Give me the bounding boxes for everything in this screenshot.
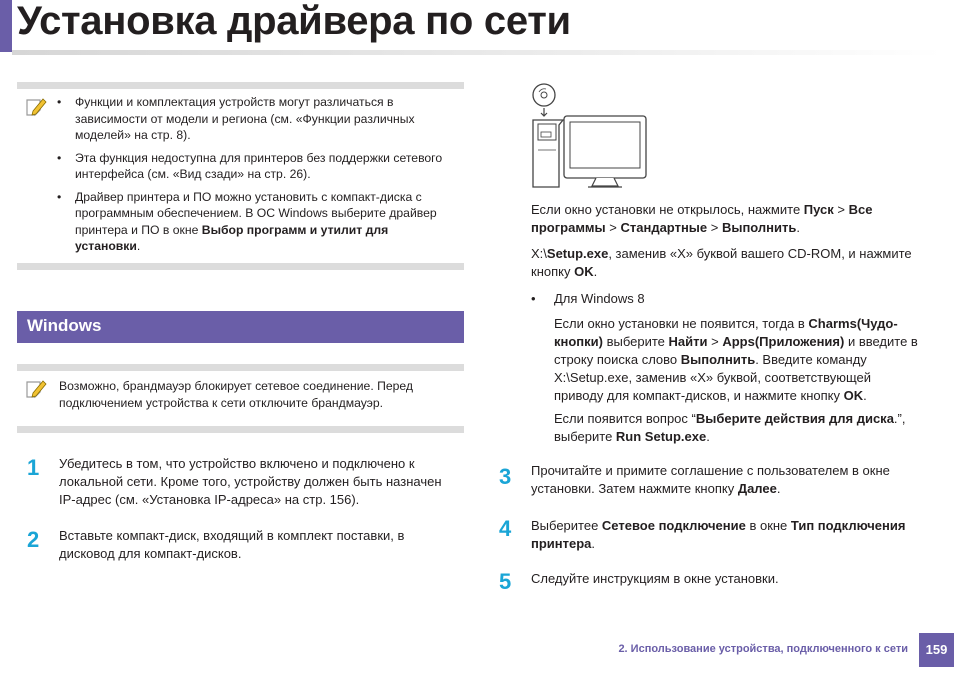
step-1-text: Убедитесь в том, что устройство включено и подключено к локальной сети. Кроме того, устройству должен быть назначен IP-адрес (см. «Установка IP-адреса» на стр. 156). [59, 456, 442, 507]
setup-exe-paragraph: X:\Setup.exe, заменив «X» буквой вашего CD-ROM, и нажмите кнопку OK. [531, 246, 912, 279]
page-number: 159 [919, 633, 954, 667]
header-accent-bar [0, 0, 12, 52]
computer-cd-illustration [530, 80, 650, 193]
title-rule [12, 50, 942, 55]
page-title: Установка драйвера по сети [17, 0, 571, 43]
windows8-instructions: Если окно установки не появится, тогда в Charms(Чудо- кнопки) выберите Найти > Apps(Приложения) и введите в строку поиска слово Выполнить. Введите команду X:\Setup.exe, заменив «X» буквой, соответствующей приводу для компакт-дисков, и нажмите кнопку OK. [554, 316, 918, 403]
step-5-text: Следуйте инструкциям в окне установки. [531, 571, 779, 586]
note-item: • Драйвер принтера и ПО можно установить с компакт-диска с программным обеспечением. В ОС Windows выберите драйвер принтера и ПО в окне Выбор программ и утилит для установки. [57, 189, 437, 253]
step-number-4: 4 [499, 516, 512, 541]
note-box-features [17, 82, 464, 270]
step-3-text: Прочитайте и примите соглашение с пользователем в окне установки. Затем нажмите кнопку Далее. [531, 463, 890, 496]
note-item: • Функции и комплектация устройств могут различаться в зависимости от модели и региона (см. «Функции различных моделей» на стр. 8). [57, 95, 415, 142]
step-2-text: Вставьте компакт-диск, входящий в комплект поставки, в дисковод для компакт-дисков. [59, 528, 405, 561]
section-heading-windows: Windows [17, 311, 464, 343]
install-hint-paragraph: Если окно установки не открылось, нажмите Пуск > Все программы > Стандартные > Выполнить. [531, 202, 873, 235]
step-4-text: Выберитее Сетевое подключение в окне Тип подключения принтера. [531, 518, 906, 551]
note-item: • Эта функция недоступна для принтеров без поддержки сетевого интерфейса (см. «Вид сзади» на стр. 26). [57, 150, 443, 181]
step-number-3: 3 [499, 464, 512, 489]
footer-chapter-title: 2. Использование устройства, подключенного к сети [618, 643, 908, 655]
firewall-note-text: Возможно, брандмауэр блокирует сетевое соединение. Перед подключением устройства к сети отключите брандмауэр. [59, 379, 414, 410]
step-number-1: 1 [27, 455, 40, 480]
run-setup-paragraph: Если появится вопрос “Выберите действия для диска.”, выберите Run Setup.exe. [554, 411, 906, 444]
note-box-firewall [17, 364, 464, 433]
step-number-2: 2 [27, 527, 40, 552]
note-pencil-icon [25, 379, 47, 403]
step-number-5: 5 [499, 569, 512, 594]
